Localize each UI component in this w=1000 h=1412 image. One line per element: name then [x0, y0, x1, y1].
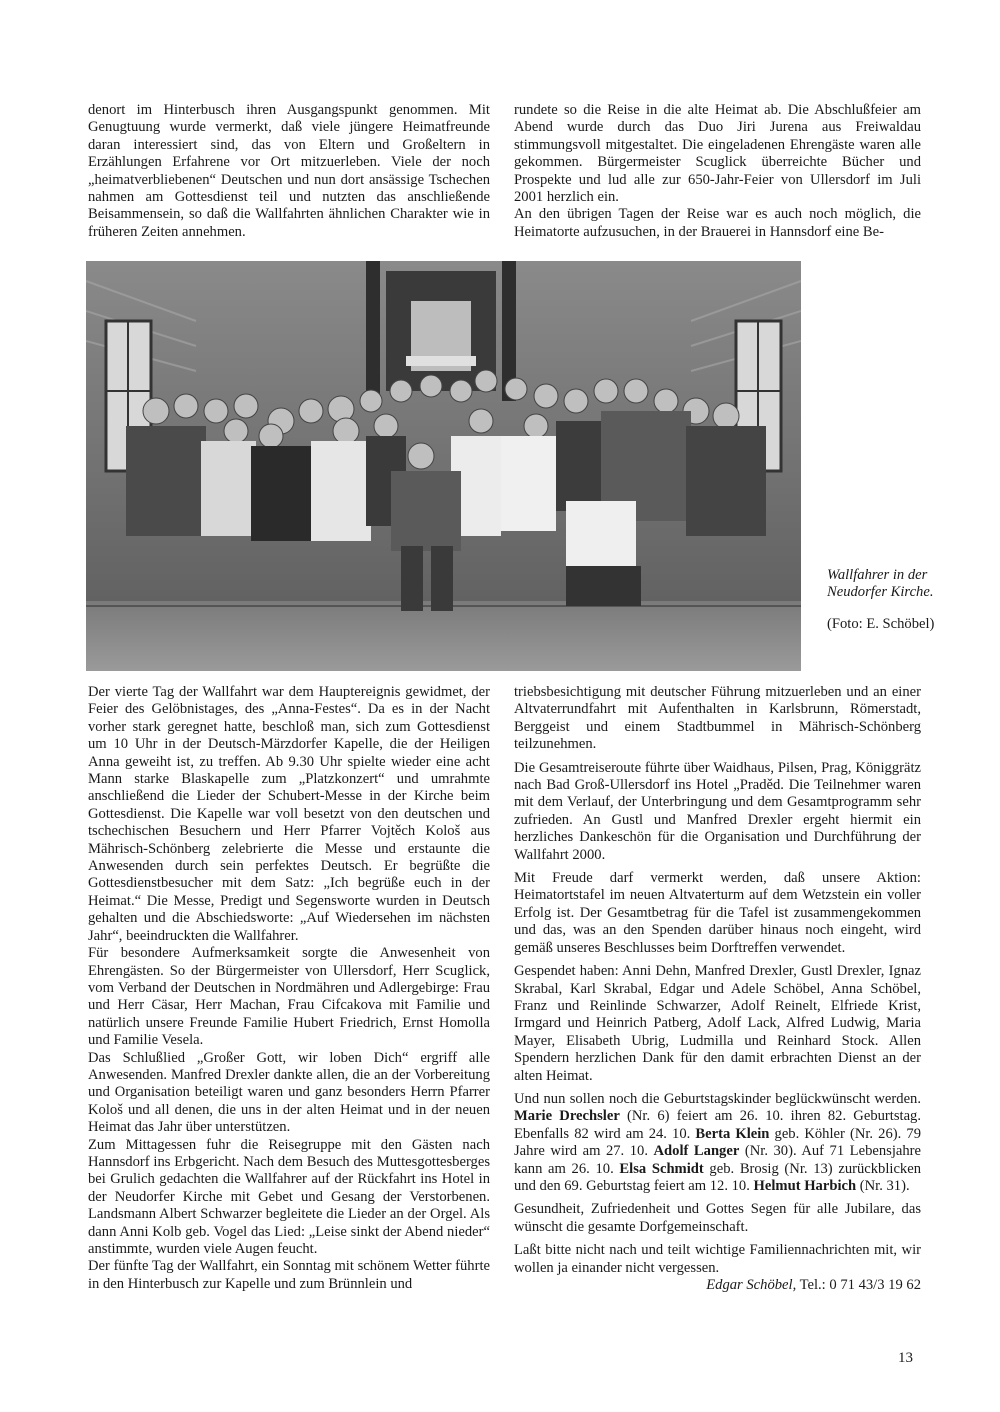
caption-text: Wallfahrer in der Neudorfer Kirche.: [827, 567, 934, 601]
signature-name: Edgar Schöbel,: [706, 1277, 797, 1293]
top-right-column: [514, 102, 921, 247]
bottom-right-column: [514, 684, 921, 1294]
paragraph: Die Gesamtreiseroute führte über Waidhaus, Pilsen, Prag, Königgrätz nach Bad Groß-Ullersdorf ins Hotel „Praděd. Die Teilnehmer waren mit dem Verlauf, der Unterbringung und dem Gesamtprogramm sehr zufrieden. An Gustl und Manfred Drexler ergeht hiermit ein herzliches Dankeschön für die Organisation und Durchführung der Wallfahrt 2000.: [514, 759, 921, 863]
paragraph: Der vierte Tag der Wallfahrt war dem Hauptereignis gewidmet, der Feier des Gelöbnistages, des „Anna-Festes“. Da es in der Nacht vorher stark geregnet hatte, beschloß man, sich zum Gottesdienst um 10 Uhr in der Deutsch-Märzdorfer Kapelle, die der Heiligen Anna geweiht ist, zu treffen. Ab 9.30 Uhr spielte wieder eine acht Mann starke Blaskapelle zum „Platzkonzert“ und umrahmte anschließend die Lieder der Schubert-Messe in der Kirche beim Gottesdienst. Die Kapelle war voll besetzt von den deutschen und tschechischen Besuchern und Herr Pfarrer Vojtěch Kološ aus Mährisch-Schönberg zelebrierte die Messe und erstaunte die Anwesenden durch sein perfektes Deutsch. Er begrüßte die Gottesdienstbesucher mit dem Satz: „Ich begrüße euch in der Heimat.“ Die Messe, Predigt und Segensworte wurden in Deutsch gehalten und die Abschiedsworte: „Auf Wiedersehen im nächsten Jahr“, beeindruckten die Wallfahrer.: [88, 684, 490, 944]
paragraph: triebsbesichtigung mit deutscher Führung mitzuerleben und an einer Altvaterrundfahrt mit Aufenthalten in Karlsbrunn, Römerstadt, Berggeist und einem Stadtbummel in Mährisch-Schönberg teilzunehmen.: [514, 684, 921, 753]
group-photo: [86, 261, 801, 671]
text-segment: Und nun sollen noch die Geburtstagskinder beglückwünscht werden.: [514, 1090, 921, 1107]
paragraph: Mit Freude darf vermerkt werden, daß unsere Aktion: Heimatortstafel im neuen Altvaterturm auf dem Wetzstein ein voller Erfolg ist. Der Gesamtbetrag für die Tafel ist zusammengekommen und das, was an den Spenden darüber hinaus noch eingeht, wird gemäß unseres Beschlusses beim Dorftreffen verwendet.: [514, 870, 921, 956]
birthday-name: Marie Drechsler: [514, 1108, 620, 1125]
text-segment: (Nr. 30). Auf 71 Lebensjahre kann am 26. 10.: [514, 1143, 921, 1177]
paragraph: Das Schlußlied „Großer Gott, wir loben Dich“ ergriff alle Anwesenden. Manfred Drexler dankte allen, die an der Vorbereitung und Organisation beteiligt waren und ganz besonders Herrn Pfarrer Kološ und all denen, die uns in der alten Heimat und in der neuen Heimat das Jahr über unterstützen.: [88, 1049, 490, 1136]
top-left-column: [88, 102, 490, 247]
signature-phone: Tel.: 0 71 43/3 19 62: [796, 1277, 921, 1293]
paragraph: rundete so die Reise in die alte Heimat ab. Die Abschlußfeier am Abend wurde durch das Duo Jiri Jurena aus Freiwaldau stimmungsvoll mitgestaltet. Die eingeladenen Ehrengäste waren alle gekommen. Bürgermeister Scuglick überreichte Bücher und Prospekte und lud alle zur 650-Jahr-Feier von Ullersdorf im Juli 2001 herzlich ein.: [514, 102, 921, 206]
photo-caption: [827, 567, 937, 633]
text-segment: (Nr. 31).: [856, 1177, 910, 1194]
paragraph: Zum Mittagessen fuhr die Reisegruppe mit den Gästen nach Hannsdorf ins Erbgericht. Nach dem Besuch des Muttesgottesberges bei Grulich gedachten die Wallfahrer auf der Rückfahrt ins Hotel in der Neudorfer Kirche mit Gebet und Gesang der Verstorbenen. Landsmann Albert Schwarzer begleitete die Lieder an der Orgel. Als dann Anni Kolb geb. Vogel das Lied: „Leise sinkt der Abend nieder“ anstimmte, wurden viele Augen feucht.: [88, 1136, 490, 1257]
page-number: 13: [898, 1350, 913, 1366]
birthday-name: Adolf Langer: [653, 1143, 740, 1160]
birthday-name: Elsa Schmidt: [619, 1160, 704, 1177]
birthday-name: Berta Klein: [695, 1125, 770, 1142]
signature: [514, 1277, 921, 1294]
text-segment: geb. Köhler (Nr. 26). 79 Jahre wird am 27. 10.: [514, 1125, 921, 1160]
paragraph: Der fünfte Tag der Wallfahrt, ein Sonntag mit schönem Wetter führte in den Hinterbusch zur Kapelle und zum Brünnlein und: [88, 1258, 490, 1292]
bottom-left-column: [88, 684, 490, 1293]
birthday-paragraph: [514, 1091, 921, 1195]
text-segment: (Nr. 6) feiert am 26. 10. ihren 82. Geburtstag. Ebenfalls 82 wird am 24. 10.: [514, 1108, 921, 1142]
paragraph: Gesundheit, Zufriedenheit und Gottes Segen für alle Jubilare, das wünscht die gesamte Dorfgemeinschaft.: [514, 1201, 921, 1235]
paragraph: Laßt bitte nicht nach und teilt wichtige Familiennachrichten mit, wir wollen ja einander nicht vergessen.: [514, 1242, 921, 1276]
paragraph: Gespendet haben: Anni Dehn, Manfred Drexler, Gustl Drexler, Ignaz Skrabal, Karl Skrabal, Edgar und Adele Schöbel, Anna Schöbel, Franz und Reinlinde Schwarzer, Adolf Reinelt, Elfriede Krist, Irmgard und Heinrich Patberg, Adolf Lack, Alfred Ludwig, Maria Mayer, Elisabeth Ubrig, Ludmilla und Reinhard Stock. Allen Spendern herzlichen Dank für den damit erbrachten Dienst an der alten Heimat.: [514, 963, 921, 1084]
paragraph: denort im Hinterbusch ihren Ausgangspunkt genommen. Mit Genugtuung wurde vermerkt, daß viele jüngere Heimatfreunde daran interessiert sind, das von Eltern und Großeltern in Erzählungen Erfahrene vor Ort mitzuerleben. Viele der noch „heimatverbliebenen“ Deutschen und nun dort ansässige Tschechen nahmen am Gottesdienst teil und nutzten das anschließende Beisammensein, so daß die Wallfahrten ähnlichen Charakter wie in früheren Zeiten annehmen.: [88, 102, 490, 240]
paragraph: An den übrigen Tagen der Reise war es auch noch möglich, die Heimatorte aufzusuchen, in der Brauerei in Hannsdorf eine Be-: [514, 206, 921, 240]
paragraph: Für besondere Aufmerksamkeit sorgte die Anwesenheit von Ehrengästen. So der Bürgermeister von Ullersdorf, Herr Scuglick, vom Verband der Deutschen in Nordmähren und Adlergebirge: Frau und Herr Cäsar, Herr Machan, Frau Cifcakova mit Familie und natürlich unsere Freunde Familie Hubert Friedrich, Ernst Homolla und Familie Vesela.: [88, 945, 490, 1049]
text-segment: geb. Brosig (Nr. 13) zurückblicken und den 69. Geburtstag feiert am 12. 10.: [514, 1160, 921, 1194]
photo-credit: (Foto: E. Schöbel): [827, 615, 935, 632]
birthday-name: Helmut Harbich: [753, 1177, 857, 1194]
church-group-photo-illustration: [86, 261, 801, 671]
